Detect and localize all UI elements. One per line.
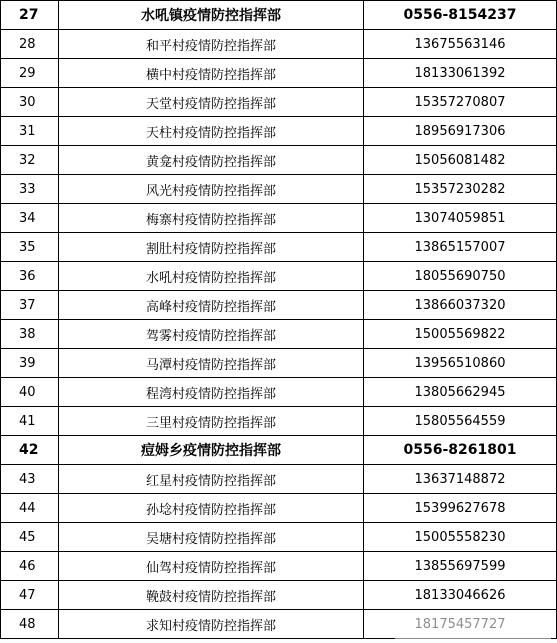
phone-number: 13637148872: [364, 465, 557, 494]
watermark: [395, 613, 551, 639]
phone-number: 13805662945: [364, 378, 557, 407]
phone-number: 15357270807: [364, 88, 557, 117]
phone-number: 13956510860: [364, 349, 557, 378]
table-row: [1, 146, 557, 175]
command-name: 天柱村疫情防控指挥部: [59, 117, 364, 146]
command-name: 痘姆乡疫情防控指挥部: [59, 436, 364, 465]
table-row: [1, 349, 557, 378]
command-name: 吴塘村疫情防控指挥部: [59, 523, 364, 552]
row-number: 35: [1, 233, 59, 262]
row-number: 29: [1, 59, 59, 88]
command-name: 孙埝村疫情防控指挥部: [59, 494, 364, 523]
command-name: 和平村疫情防控指挥部: [59, 30, 364, 59]
row-number: 37: [1, 291, 59, 320]
command-name: 驾雾村疫情防控指挥部: [59, 320, 364, 349]
table-row: [1, 581, 557, 610]
row-number: 43: [1, 465, 59, 494]
row-number: 47: [1, 581, 59, 610]
table-row: [1, 59, 557, 88]
row-number: 38: [1, 320, 59, 349]
command-name: 高峰村疫情防控指挥部: [59, 291, 364, 320]
table-row: [1, 1, 557, 30]
row-number: 30: [1, 88, 59, 117]
phone-number: 13074059851: [364, 204, 557, 233]
command-name: 水吼镇疫情防控指挥部: [59, 1, 364, 30]
phone-number: 15805564559: [364, 407, 557, 436]
phone-number: 15399627678: [364, 494, 557, 523]
phone-number: 13675563146: [364, 30, 557, 59]
command-name: 鞔鼓村疫情防控指挥部: [59, 581, 364, 610]
row-number: 36: [1, 262, 59, 291]
phone-number: 15005569822: [364, 320, 557, 349]
phone-number: 18133061392: [364, 59, 557, 88]
row-number: 31: [1, 117, 59, 146]
command-name: 仙驾村疫情防控指挥部: [59, 552, 364, 581]
command-name: 红星村疫情防控指挥部: [59, 465, 364, 494]
phone-number: 13865157007: [364, 233, 557, 262]
row-number: 41: [1, 407, 59, 436]
phone-number: 0556-8154237: [364, 1, 557, 30]
row-number: 40: [1, 378, 59, 407]
command-name: 天堂村疫情防控指挥部: [59, 88, 364, 117]
row-number: 48: [1, 610, 59, 639]
table-row: [1, 262, 557, 291]
table-row: [1, 523, 557, 552]
table-row: [1, 436, 557, 465]
table-row: [1, 378, 557, 407]
phone-number: 0556-8261801: [364, 436, 557, 465]
table-row: [1, 291, 557, 320]
table-row: [1, 175, 557, 204]
table-row: [1, 552, 557, 581]
row-number: 45: [1, 523, 59, 552]
row-number: 28: [1, 30, 59, 59]
row-number: 44: [1, 494, 59, 523]
table-body: [1, 1, 557, 639]
table-row: [1, 465, 557, 494]
phone-number: 15056081482: [364, 146, 557, 175]
phone-number: 13855697599: [364, 552, 557, 581]
phone-number: 15357230282: [364, 175, 557, 204]
table-row: [1, 117, 557, 146]
command-name: 求知村疫情防控指挥部: [59, 610, 364, 639]
table-row: [1, 88, 557, 117]
phone-number: 15005558230: [364, 523, 557, 552]
phone-number: 18133046626: [364, 581, 557, 610]
row-number: 42: [1, 436, 59, 465]
command-name: 程湾村疫情防控指挥部: [59, 378, 364, 407]
row-number: 27: [1, 1, 59, 30]
command-name: 梅寨村疫情防控指挥部: [59, 204, 364, 233]
command-name: 横中村疫情防控指挥部: [59, 59, 364, 88]
row-number: 34: [1, 204, 59, 233]
command-name: 水吼村疫情防控指挥部: [59, 262, 364, 291]
phone-number: 13866037320: [364, 291, 557, 320]
command-name: 马潭村疫情防控指挥部: [59, 349, 364, 378]
command-name: 风光村疫情防控指挥部: [59, 175, 364, 204]
row-number: 33: [1, 175, 59, 204]
table-row: [1, 407, 557, 436]
command-name: 三里村疫情防控指挥部: [59, 407, 364, 436]
phone-number: 18956917306: [364, 117, 557, 146]
command-name: 黄龛村疫情防控指挥部: [59, 146, 364, 175]
row-number: 46: [1, 552, 59, 581]
row-number: 32: [1, 146, 59, 175]
table-row: [1, 30, 557, 59]
phone-number: 18055690750: [364, 262, 557, 291]
table-row: [1, 320, 557, 349]
table-row: [1, 233, 557, 262]
table-row: [1, 494, 557, 523]
row-number: 39: [1, 349, 59, 378]
command-name: 割肚村疫情防控指挥部: [59, 233, 364, 262]
table-row: [1, 204, 557, 233]
